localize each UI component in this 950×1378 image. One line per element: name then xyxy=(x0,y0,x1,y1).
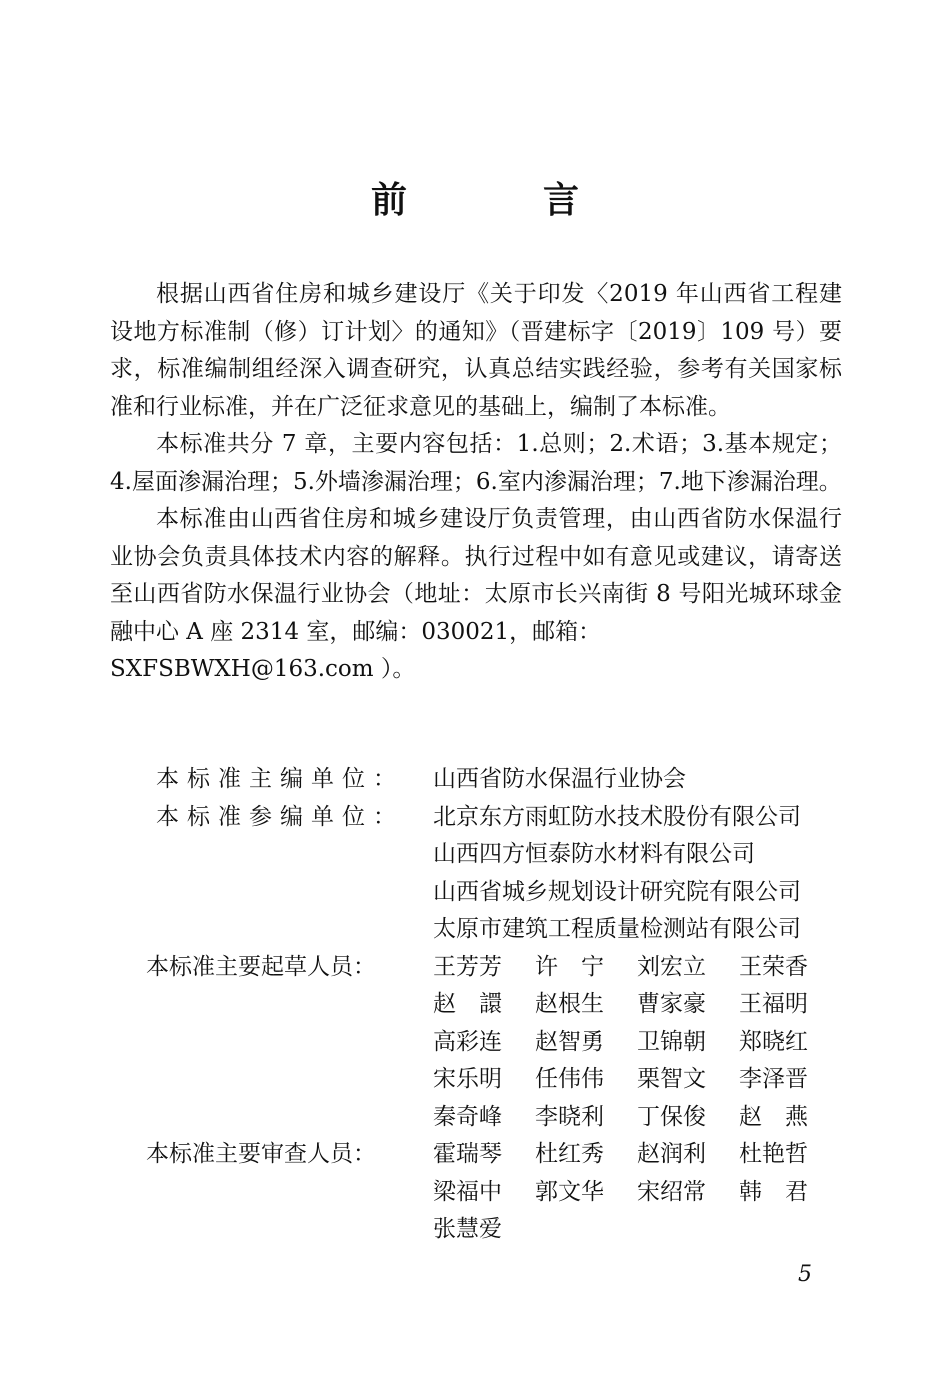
chief-unit-name: 山西省防水保温行业协会 xyxy=(433,766,686,792)
reviewer-name: 赵润利 xyxy=(637,1141,706,1167)
chief-unit-label: 本标准主编单位： xyxy=(156,766,404,792)
drafter-name: 赵 譞 xyxy=(433,991,502,1017)
page-number: 5 xyxy=(798,1262,812,1287)
preface-body xyxy=(110,276,842,689)
reviewer-name: 宋绍常 xyxy=(637,1178,706,1205)
drafter-name: 秦奇峰 xyxy=(433,1103,502,1130)
participating-unit: 山西四方恒泰防水材料有限公司 xyxy=(433,841,755,867)
drafter-name: 王荣香 xyxy=(739,953,808,980)
drafter-name: 许 宁 xyxy=(535,953,604,980)
participating-unit: 北京东方雨虹防水技术股份有限公司 xyxy=(433,803,801,830)
drafter-name: 曹家豪 xyxy=(637,991,706,1017)
drafter-name: 李晓利 xyxy=(535,1103,604,1130)
drafters-label: 本标准主要起草人员： xyxy=(146,953,376,980)
drafter-name: 丁保俊 xyxy=(637,1103,706,1130)
drafter-name: 赵根生 xyxy=(535,991,604,1017)
reviewer-name: 张慧爱 xyxy=(433,1216,502,1242)
drafter-name: 王芳芳 xyxy=(433,953,502,980)
contact-email: SXFSBWXH@163.com ）。 xyxy=(110,656,416,682)
reviewer-name: 郭文华 xyxy=(535,1178,604,1205)
drafter-name: 赵智勇 xyxy=(535,1028,604,1055)
paragraph-chapters: 本标准共分 7 章，主要内容包括：1.总则；2.术语；3.基本规定；4.屋面渗漏治理；5.外墙渗漏治理；6.室内渗漏治理；7.地下渗漏治理。 xyxy=(110,431,842,495)
drafters-row xyxy=(110,949,842,1137)
drafter-name: 王福明 xyxy=(739,991,808,1017)
drafter-name: 高彩连 xyxy=(433,1028,502,1055)
participating-units-label: 本标准参编单位： xyxy=(156,803,404,830)
drafter-name: 赵 燕 xyxy=(739,1103,808,1130)
reviewer-name: 杜艳哲 xyxy=(739,1141,808,1167)
drafter-name: 栗智文 xyxy=(637,1066,706,1092)
drafter-name: 任伟伟 xyxy=(535,1066,604,1092)
participating-units-row xyxy=(110,799,842,949)
paragraph-management: 本标准由山西省住房和城乡建设厅负责管理，由山西省防水保温行业协会负责具体技术内容的解释。执行过程中如有意见或建议，请寄送至山西省防水保温行业协会（地址：太原市长兴南街 8 号阳光城环球金融中心 A 座 2314 室，邮编：030021，邮箱： xyxy=(110,506,842,645)
drafter-name: 刘宏立 xyxy=(637,953,706,980)
participating-unit: 太原市建筑工程质量检测站有限公司 xyxy=(433,916,801,942)
drafter-name: 宋乐明 xyxy=(433,1066,502,1092)
reviewers-list xyxy=(433,1136,842,1249)
reviewer-name: 杜红秀 xyxy=(535,1141,604,1167)
page-title: 前 言 xyxy=(370,179,629,221)
reviewer-name: 梁福中 xyxy=(433,1178,502,1205)
participating-unit: 山西省城乡规划设计研究院有限公司 xyxy=(433,878,801,905)
drafter-name: 李泽晋 xyxy=(739,1066,808,1092)
drafters-list xyxy=(433,949,842,1137)
credits-section xyxy=(110,761,842,1249)
paragraph-basis: 根据山西省住房和城乡建设厅《关于印发〈2019 年山西省工程建设地方标准制（修）订计划〉的通知》（晋建标字〔2019〕109 号）要求，标准编制组经深入调查研究，认真总结实践经验，参考有关国家标准和行业标准，并在广泛征求意见的基础上，编制了本标准。 xyxy=(110,281,842,420)
reviewers-label: 本标准主要审查人员： xyxy=(146,1141,376,1167)
reviewers-row xyxy=(110,1136,842,1249)
chief-unit-row xyxy=(110,761,842,799)
drafter-name: 郑晓红 xyxy=(739,1028,808,1055)
reviewer-name: 霍瑞琴 xyxy=(433,1141,502,1167)
reviewer-name: 韩 君 xyxy=(739,1178,808,1205)
drafter-name: 卫锦朝 xyxy=(637,1028,706,1055)
